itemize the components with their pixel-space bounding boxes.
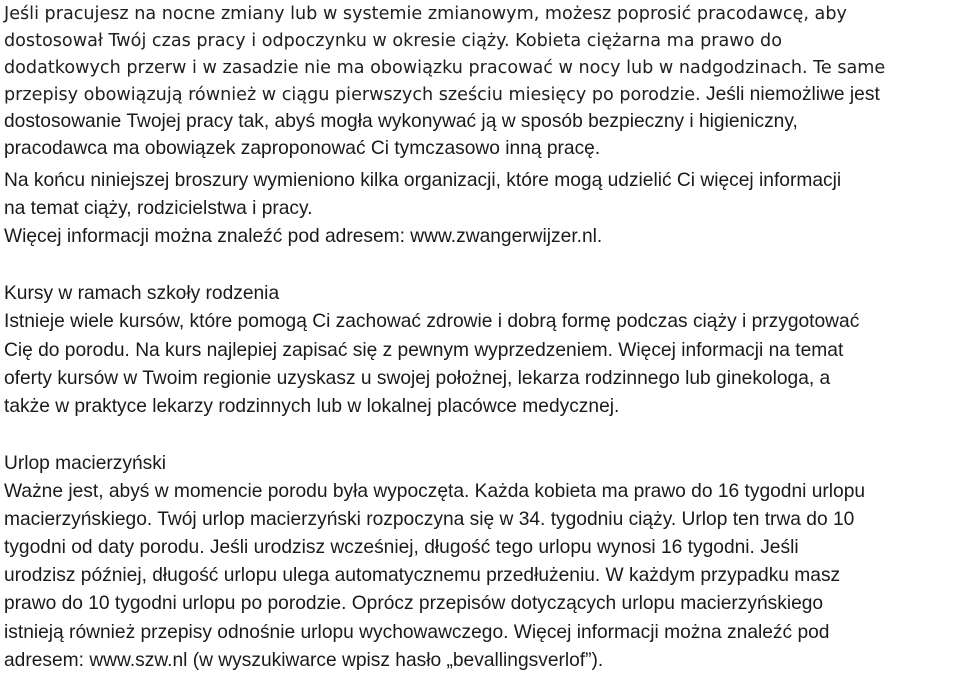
urlop-line: tygodni od daty porodu. Jeśli urodzisz wcześniej, długość tego urlopu wynosi 16 tygodni. Jeśli [4,537,799,558]
kursy-line: Cię do porodu. Na kurs najlepiej zapisać się z pewnym wyprzedzeniem. Więcej informacji na temat [4,340,844,361]
paragraph1-line: dostosował Twój czas pracy i odpoczynku w okresie ciąży. Kobieta ciężarna ma prawo do [4,31,782,51]
urlop-line: istnieją również przepisy odnośnie urlopu wychowawczego. Więcej informacji można znaleźć pod [4,622,830,643]
paragraph1-line: dostosowanie Twojej pracy tak, abyś mogła wykonywać ją w sposób bezpieczny i higieniczny, [4,111,798,132]
paragraph1-line: Więcej informacji można znaleźć pod adresem: www.zwangerwijzer.nl. [4,226,603,247]
paragraph1-segment: przepisy obowiązują również w ciągu pierwszych sześciu miesięcy po porodzie. [4,85,701,105]
paragraph1-line: Jeśli pracujesz na nocne zmiany lub w systemie zmianowym, możesz poprosić pracodawcę, aby [4,4,847,24]
urlop-line: urodzisz później, długość urlopu ulega automatycznemu przedłużeniu. W każdym przypadku masz [4,565,841,586]
paragraph1-segment: Jeśli niemożliwe jest [700,84,880,105]
kursy-line: Istnieje wiele kursów, które pomogą Ci zachować zdrowie i dobrą formę podczas ciąży i przygotować [4,311,860,332]
paragraph1-mixed-line [4,81,880,110]
urlop-line: macierzyńskiego. Twój urlop macierzyński rozpoczyna się w 34. tygodniu ciąży. Urlop ten trwa do 10 [4,509,855,530]
urlop-line: prawo do 10 tygodni urlopu po porodzie. Oprócz przepisów dotyczących urlopu macierzyńskiego [4,593,824,614]
paragraph1-line: na temat ciąży, rodzicielstwa i pracy. [4,198,313,219]
section-heading-kursy: Kursy w ramach szkoły rodzenia [4,283,280,304]
paragraph1-line: pracodawca ma obowiązek zaproponować Ci tymczasowo inną pracę. [4,138,601,159]
urlop-line: adresem: www.szw.nl (w wyszukiwarce wpisz hasło „bevallingsverlof”). [4,650,604,671]
kursy-line: oferty kursów w Twoim regionie uzyskasz u swojej położnej, lekarza rodzinnego lub ginekologa, a [4,368,831,389]
section-heading-urlop: Urlop macierzyński [4,453,167,474]
paragraph1-line: Na końcu niniejszej broszury wymieniono kilka organizacji, które mogą udzielić Ci więcej informacji [4,170,842,191]
paragraph1-line: dodatkowych przerw i w zasadzie nie ma obowiązku pracować w nocy lub w nadgodzinach. Te same [4,58,886,78]
kursy-line: także w praktyce lekarzy rodzinnych lub w lokalnej placówce medycznej. [4,396,620,417]
urlop-line: Ważne jest, abyś w momencie porodu była wypoczęta. Każda kobieta ma prawo do 16 tygodni urlopu [4,481,866,502]
